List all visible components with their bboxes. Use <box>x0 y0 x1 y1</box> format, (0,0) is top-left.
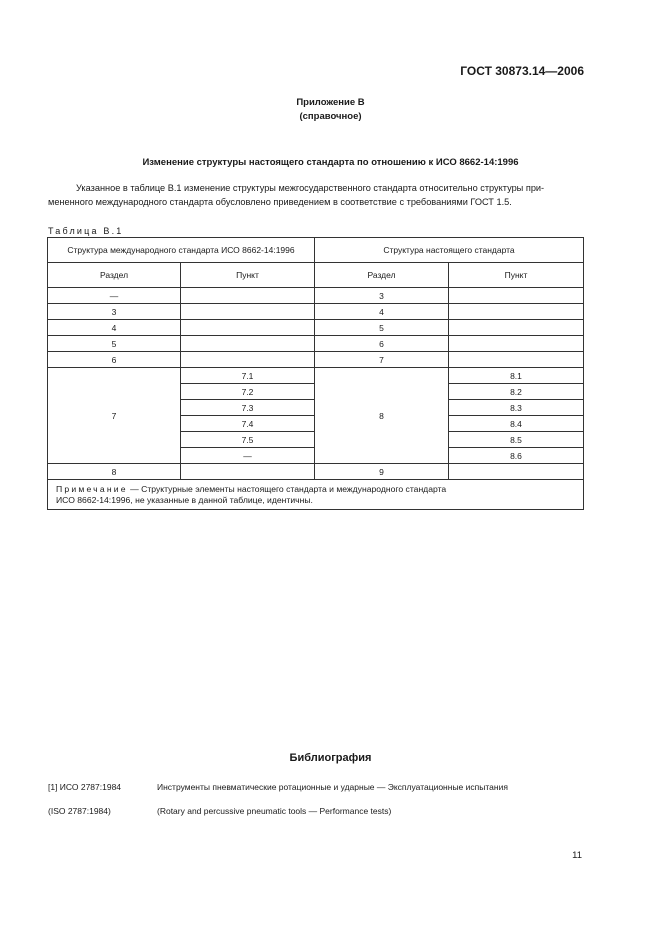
cell-int-clause: — <box>181 448 315 464</box>
cell-nat-clause: 8.1 <box>449 368 584 384</box>
table-row <box>48 320 584 336</box>
note-text: — Структурные элементы настоящего стандарта и международного стандарта <box>130 484 447 494</box>
document-code: ГОСТ 30873.14—2006 <box>460 64 584 78</box>
appendix-type: (справочное) <box>299 111 362 122</box>
cell-int-clause: 7.3 <box>181 400 315 416</box>
cell-nat-section: 7 <box>315 352 449 368</box>
cell-int-section: 8 <box>48 464 181 480</box>
cell-int-clause: 7.1 <box>181 368 315 384</box>
cell-int-clause: 7.5 <box>181 432 315 448</box>
cell-nat-clause: 8.5 <box>449 432 584 448</box>
structure-table <box>47 237 584 510</box>
cell-int-section-merged: 7 <box>48 368 181 464</box>
table-caption: Таблица В.1 <box>48 226 124 236</box>
table-note-row <box>48 480 584 510</box>
subheader-nat-section: Раздел <box>315 263 449 288</box>
cell-nat-clause: 8.3 <box>449 400 584 416</box>
intro-paragraph <box>48 182 586 209</box>
subheader-nat-clause: Пункт <box>449 263 584 288</box>
section-heading: Изменение структуры настоящего стандарта по отношению к ИСО 8662-14:1996 <box>142 157 519 168</box>
cell-nat-section: 9 <box>315 464 449 480</box>
table-row <box>48 304 584 320</box>
header-national: Структура настоящего стандарта <box>315 238 584 263</box>
cell-int-clause <box>181 352 315 368</box>
cell-int-clause: 7.4 <box>181 416 315 432</box>
cell-int-section: 5 <box>48 336 181 352</box>
table-row <box>48 288 584 304</box>
paragraph-line-2: мененного международного стандарта обусловлено приведением в соответствие с требованиями ГОСТ 1.5. <box>48 196 512 207</box>
bibliography-ref: [1] ИСО 2787:1984 <box>48 782 122 792</box>
table-row <box>48 352 584 368</box>
page-number: 11 <box>572 850 582 861</box>
bibliography-title: Библиография <box>289 752 372 764</box>
bibliography-text: Инструменты пневматические ротационные и ударные — Эксплуатационные испытания <box>157 782 508 792</box>
cell-int-clause <box>181 304 315 320</box>
cell-int-clause: 7.2 <box>181 384 315 400</box>
cell-nat-clause: 8.2 <box>449 384 584 400</box>
cell-nat-clause: 8.4 <box>449 416 584 432</box>
table-subheader-row <box>48 263 584 288</box>
cell-nat-clause <box>449 336 584 352</box>
cell-nat-clause <box>449 464 584 480</box>
header-international: Структура международного стандарта ИСО 8662-14:1996 <box>48 238 315 263</box>
cell-nat-section: 5 <box>315 320 449 336</box>
cell-nat-clause <box>449 304 584 320</box>
cell-nat-section-merged: 8 <box>315 368 449 464</box>
cell-int-clause <box>181 464 315 480</box>
cell-int-clause <box>181 320 315 336</box>
cell-nat-section: 4 <box>315 304 449 320</box>
cell-int-section: 3 <box>48 304 181 320</box>
table-row <box>48 464 584 480</box>
bibliography-text: (Rotary and percussive pneumatic tools — Performance tests) <box>157 806 392 816</box>
table-note <box>48 480 584 510</box>
note-label: Примечание <box>56 484 128 494</box>
table-row <box>48 368 584 384</box>
cell-int-section: 6 <box>48 352 181 368</box>
cell-nat-clause: 8.6 <box>449 448 584 464</box>
cell-nat-clause <box>449 288 584 304</box>
paragraph-line-1: Указанное в таблице В.1 изменение структуры межгосударственного стандарта относительно структуры при- <box>76 183 545 193</box>
table-header-row <box>48 238 584 263</box>
cell-int-clause <box>181 336 315 352</box>
table-row <box>48 336 584 352</box>
cell-nat-section: 3 <box>315 288 449 304</box>
cell-nat-clause <box>449 352 584 368</box>
cell-int-section: 4 <box>48 320 181 336</box>
note-text-2: ИСО 8662-14:1996, не указанные в данной таблице, идентичны. <box>56 495 313 505</box>
cell-nat-section: 6 <box>315 336 449 352</box>
cell-int-section: — <box>48 288 181 304</box>
appendix-title: Приложение В <box>296 97 365 108</box>
subheader-int-section: Раздел <box>48 263 181 288</box>
subheader-int-clause: Пункт <box>181 263 315 288</box>
bibliography-ref: (ISO 2787:1984) <box>48 806 111 816</box>
cell-nat-clause <box>449 320 584 336</box>
cell-int-clause <box>181 288 315 304</box>
